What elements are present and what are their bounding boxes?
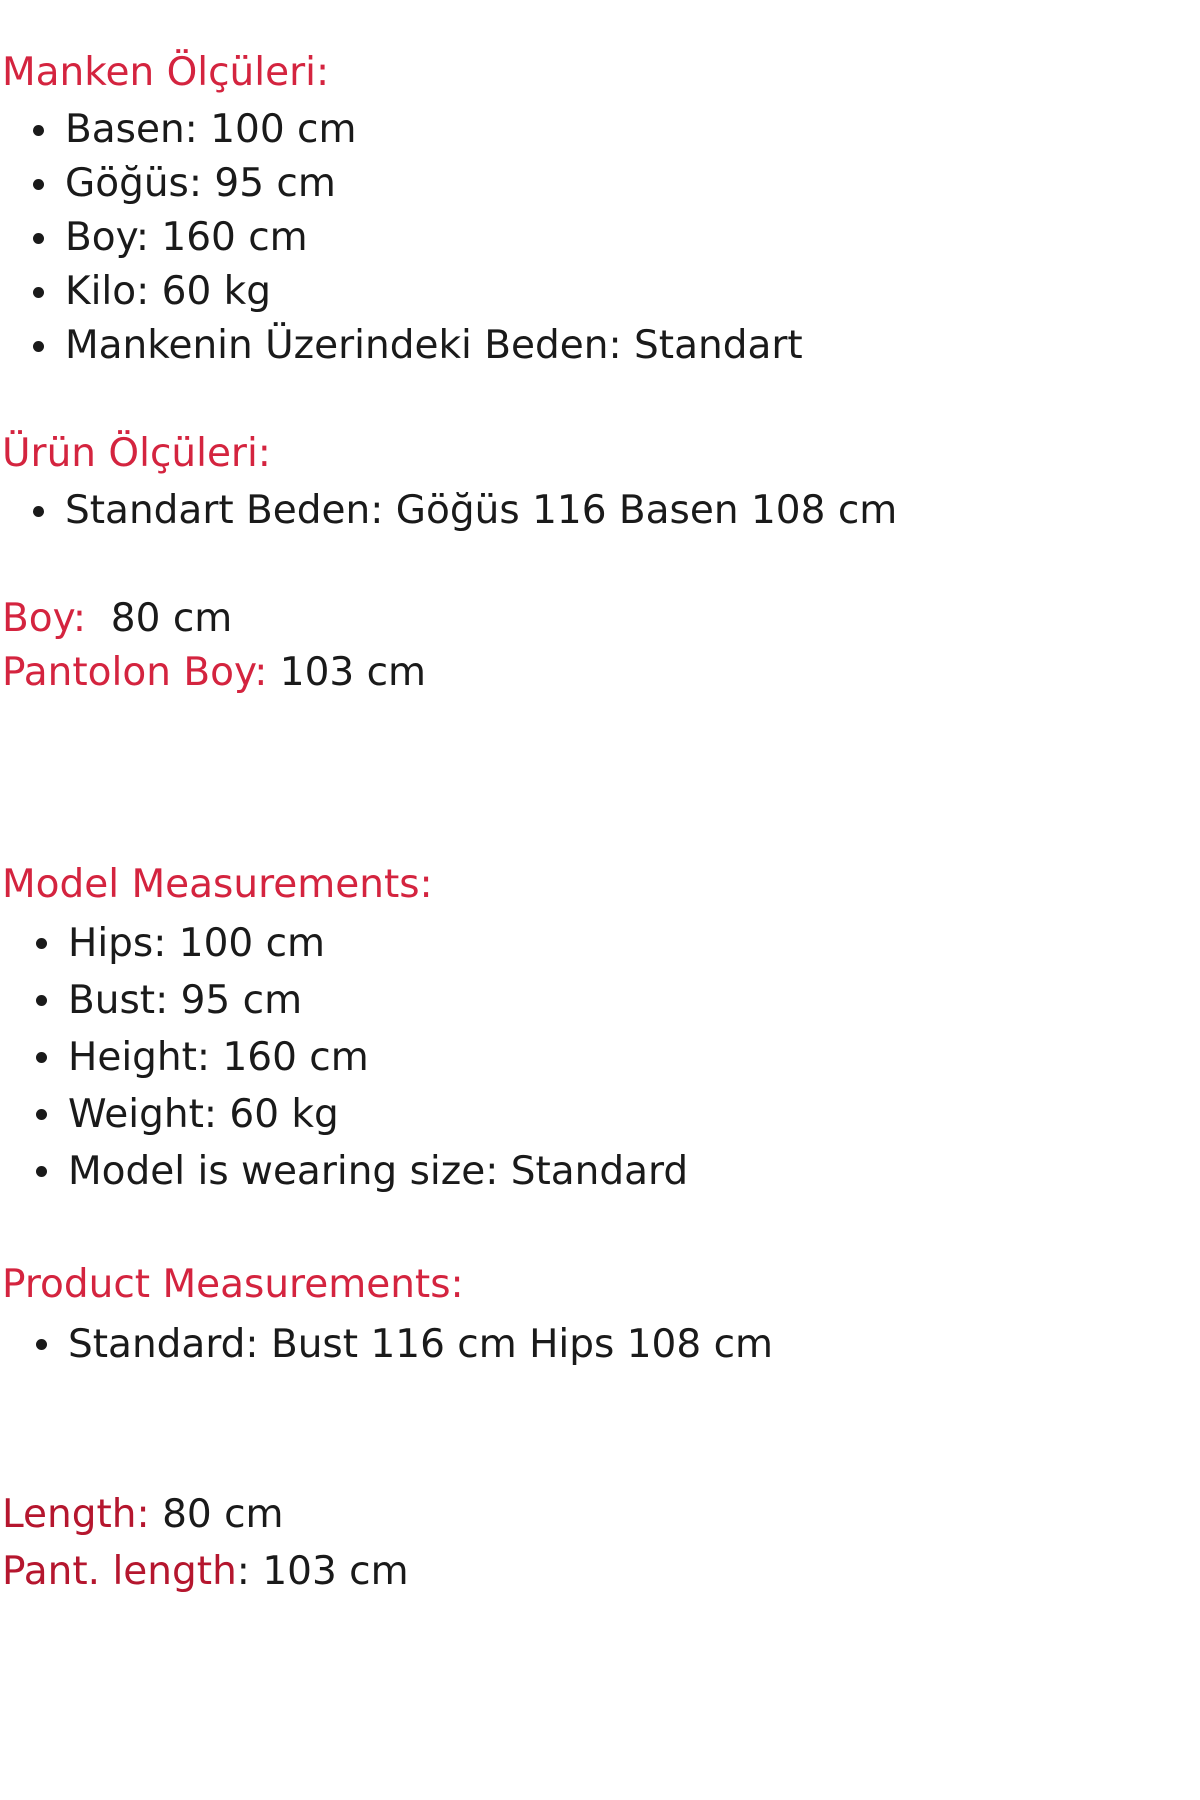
length-value-en: 80 cm (149, 1492, 284, 1537)
list-item: Weight: 60 kg (0, 1086, 688, 1143)
pant-length-label-tr: Pantolon Boy: (2, 650, 268, 695)
model-measurements-list-tr (0, 103, 803, 373)
list-item: Bust: 95 cm (0, 972, 688, 1029)
model-measurements-heading-en: Model Measurements: (2, 862, 433, 907)
list-item: Standard: Bust 116 cm Hips 108 cm (0, 1316, 773, 1373)
pant-length-label-en: Pant. length (2, 1549, 237, 1594)
length-row-en (2, 1486, 284, 1543)
pant-length-value-tr: 103 cm (267, 650, 427, 695)
list-item: Kilo: 60 kg (0, 265, 803, 319)
list-item: Basen: 100 cm (0, 103, 803, 157)
list-item: Boy: 160 cm (0, 211, 803, 265)
list-item: Göğüs: 95 cm (0, 157, 803, 211)
list-item: Hips: 100 cm (0, 915, 688, 972)
list-item: Height: 160 cm (0, 1029, 688, 1086)
pant-length-row-en (2, 1543, 409, 1600)
pant-length-row-tr (2, 646, 426, 700)
product-measurements-list-en (0, 1316, 773, 1373)
pant-length-value-en: : 103 cm (236, 1549, 409, 1594)
model-measurements-heading-tr: Manken Ölçüleri: (2, 50, 330, 95)
model-measurements-list-en (0, 915, 688, 1200)
product-measurements-heading-en: Product Measurements: (2, 1262, 464, 1307)
list-item: Model is wearing size: Standard (0, 1143, 688, 1200)
length-value-tr: 80 cm (86, 596, 233, 641)
list-item: Standart Beden: Göğüs 116 Basen 108 cm (0, 484, 897, 538)
product-measurements-list-tr (0, 484, 897, 538)
list-item: Mankenin Üzerindeki Beden: Standart (0, 319, 803, 373)
product-measurements-heading-tr: Ürün Ölçüleri: (2, 431, 271, 476)
length-label-en: Length: (2, 1492, 150, 1537)
length-label-tr: Boy: (2, 596, 86, 641)
length-row-tr (2, 592, 232, 646)
